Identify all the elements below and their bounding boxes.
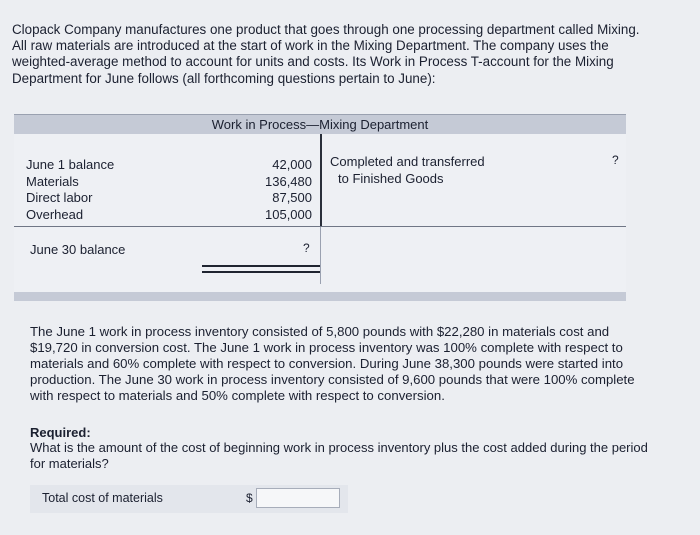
credit-value: ? — [612, 153, 619, 167]
t-account-divider — [320, 134, 322, 226]
credit-label-line1: Completed and transferred — [330, 154, 485, 169]
answer-row — [30, 485, 348, 513]
debit-label-materials: Materials — [26, 173, 79, 189]
t-account-total-line — [202, 271, 320, 273]
debit-value-direct-labor: 87,500 — [272, 190, 312, 205]
intro-line: weighted-average method to account for units and costs. Its Work in Process T-account for the Mixing — [12, 54, 614, 70]
intro-line: All raw materials are introduced at the start of work in the Mixing Department. The company uses the — [12, 38, 609, 54]
credit-label — [330, 154, 485, 187]
ending-balance-label: June 30 balance — [30, 242, 126, 257]
t-account-rule — [14, 226, 626, 227]
question-line: for materials? — [30, 456, 109, 472]
required-heading: Required: — [30, 425, 91, 440]
details-line: production. The June 30 work in process inventory consisted of 9,600 pounds that were 100% complete — [30, 372, 635, 388]
ending-balance-value: ? — [303, 241, 310, 255]
details-line: with respect to materials and 50% complete with respect to conversion. — [30, 388, 445, 404]
question-line: What is the amount of the cost of beginning work in process inventory plus the cost added during the period — [30, 440, 648, 455]
currency-symbol: $ — [246, 491, 253, 505]
answer-label: Total cost of materials — [42, 491, 163, 505]
problem-intro — [12, 22, 688, 87]
details-line: The June 1 work in process inventory consisted of 5,800 pounds with $22,280 in materials cost and — [30, 324, 610, 339]
required-question — [30, 440, 690, 472]
t-account-total-line — [202, 265, 320, 267]
t-account-title: Work in Process—Mixing Department — [14, 114, 626, 135]
credit-label-line2: to Finished Goods — [338, 170, 444, 186]
debit-labels — [26, 157, 114, 223]
debit-label-direct-labor: Direct labor — [26, 190, 93, 205]
details-line: $19,720 in conversion cost. The June 1 work in process inventory was 100% complete with respect to — [30, 340, 623, 356]
debit-values — [240, 157, 312, 223]
debit-label-june1: June 1 balance — [26, 157, 115, 172]
total-cost-materials-input[interactable] — [256, 488, 340, 508]
intro-line: Clopack Company manufactures one product that goes through one processing department called Mixing. — [12, 22, 640, 37]
intro-line: Department for June follows (all forthcoming questions pertain to June): — [12, 70, 436, 86]
t-account-footer — [14, 292, 626, 301]
problem-details — [30, 324, 680, 404]
debit-value-overhead: 105,000 — [265, 206, 312, 222]
debit-label-overhead: Overhead — [26, 206, 84, 222]
details-line: materials and 60% complete with respect to conversion. During June 38,300 pounds were started into — [30, 356, 624, 372]
debit-value-materials: 136,480 — [265, 173, 312, 189]
debit-value-june1: 42,000 — [272, 157, 312, 172]
t-account-divider-lower — [320, 226, 321, 284]
